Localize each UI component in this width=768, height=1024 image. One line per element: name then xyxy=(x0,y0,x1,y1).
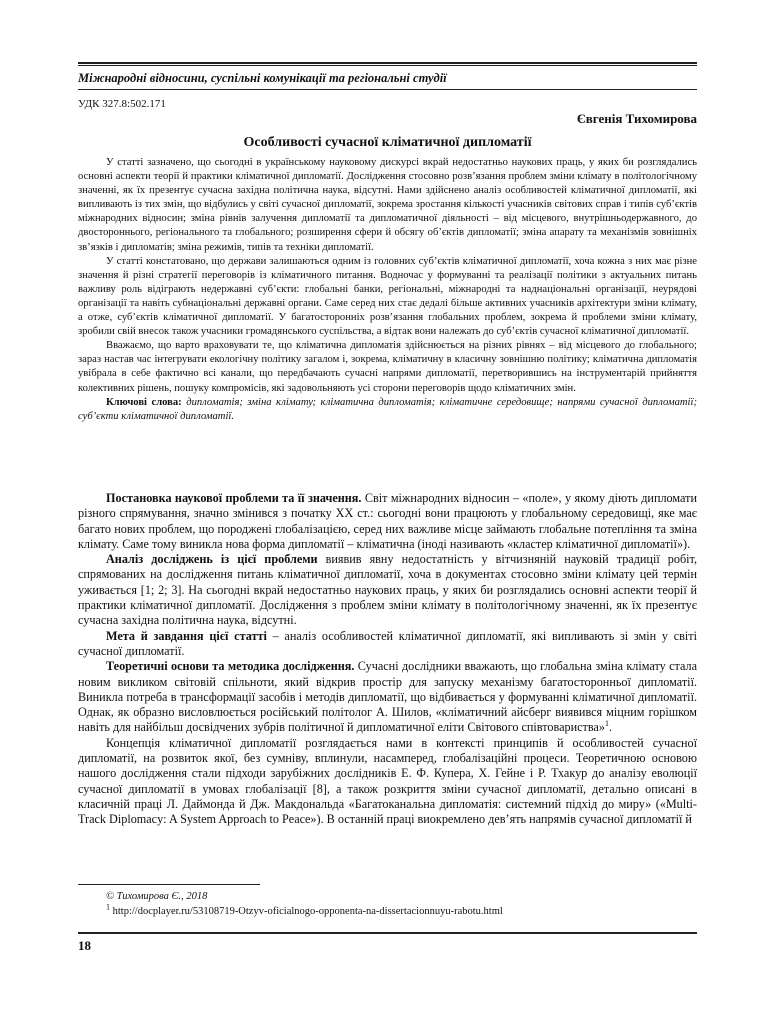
keywords-label: Ключові слова: xyxy=(106,396,182,408)
body-paragraph-2: Аналіз досліджень із цієї проблеми виявив явну недостатність у вітчизняній науковій традиції робіт, спрямованих на дослідження питань кліматичної дипломатії, хоча в документах стосовно зміни клімату цей термін уживається [1; 2; 3]. На сьогодні вкрай недостатньо наукових праць, у яких би розглядались основні аспекти теорії й практики кліматичної дипломатії. Дослідження з проблем зміни клімату в політологічному значенні, як їх презентує сучасна західна політична наука, відсутні. xyxy=(78,552,697,628)
footnote-rule xyxy=(78,884,260,885)
article-title: Особливості сучасної кліматичної дипломатії xyxy=(243,135,532,150)
body-paragraph-5: Концепція кліматичної дипломатії розглядається нами в контексті принципів й особливостей сучасної дипломатії, на розвиток якої, без сумніву, вплинули, насамперед, глобалізаційні процеси. Теоретичною основою нашого дослідження стали підходи зарубіжних дослідників Е. Ф. Купера, Х. Гейне і Р. Тхакур до аналізу еволюції сучасної дипломатії в умовах глобалізації [8], а також розкриття зміни сучасної дипломатії, детально описані в класичній праці Л. Даймонда й Дж. Макдональда «Багатоканальна дипломатія: системний підхід до миру» («Multi-Track Diplomacy: A System Approach to Peace»). В останній праці виокремлено дев’ять напрямів сучасної дипломатії й xyxy=(78,735,697,827)
header-bottom-rule xyxy=(78,89,697,90)
udk-code: УДК 327.8:502.171 xyxy=(78,98,166,110)
body-paragraph-1: Постановка наукової проблеми та її значення. Світ міжнародних відносин – «поле», у якому діють дипломати різного спрямування, значно змінився з початку ХХ ст.: сьогодні вони працюють у глобальному середовищі, яке має багато нових проблем, що породжені глобалізацією, серед них важливе місце займають глобальне потепління та зміна клімату. Саме тому виникла нова форма дипломатії – кліматична (іноді називають «кластер кліматичної дипломатії»). xyxy=(78,491,697,551)
body-paragraph-4: Теоретичні основи та методика дослідження. Сучасні дослідники вважають, що глобальна зміна клімату стала новим викликом світовій спільноти, який відкрив простір для запуску механізму багатосторонньої дипломатії. Виникла потреба в трансформації засобів і методів дипломатії, що відбивається у формуванні кліматичної дипломатії. Однак, як образно висловлюється російський політолог А. Шилов, «кліматичний айсберг виявився міцним горішком навіть для найбільш досвідчених зубрів політичної й дипломатичної еліти Світового співтовариства»$^1$. xyxy=(78,659,697,735)
footnotes xyxy=(78,889,697,919)
header-top-rule xyxy=(78,62,697,64)
section-heading-goal: Мета й завдання цієї статті xyxy=(106,628,267,643)
abstract-paragraph-1: У статті зазначено, що сьогодні в українському науковому дискурсі вкрай недостатньо наукових праць, у яких би розглядались основні аспекти теорії й практики кліматичної дипломатії. Дослідження стосовно розв’язання проблем зміни клімату в політологічному значенні, як їх презентує сучасна західна політична наука, відсутні. Нами здійснено аналіз особливостей кліматичної дипломатії, які випливають із тих змін, що відбулись у світі сучасної дипломатії, зокрема зростання кількості учасників світових справ і типів суб’єктів міжнародних відносин; зміна рівнів залучення дипломатії та дипломатичної діяльності – від місцевого, внутрішньодержавного, до двостороннього, регіонального та глобального; розширення сфери й обсягу об’єктів дипломатії; зміна апарату та механізмів зовнішніх зв’язків і дипломатів; зміна режимів, типів та техніки дипломатії. xyxy=(78,157,697,253)
footnote-1 xyxy=(78,904,697,919)
body-paragraph-3: Мета й завдання цієї статті – аналіз особливостей кліматичної дипломатії, які випливають зі змін у світі сучасної дипломатії. xyxy=(78,628,698,658)
abstract-paragraph-3: Вважаємо, що варто враховувати те, що кліматична дипломатія здійснюється на різних рівнях – від місцевого до глобального; зараз настав час інтегрувати екологічну політику загалом і, зокрема, кліматичну в класичну зовнішню політику; кліматична дипломатія увібрала в себе фактично всі канали, що передбачають сучасні напрями дипломатії, перетворившись на інструментарій прийняття колективних рішень, пошуку компромісів, які задовольняють усі сторони переговорів щодо кліматичних змін. xyxy=(78,340,697,394)
article-body xyxy=(78,491,697,828)
header-top-rule-thin xyxy=(78,65,697,66)
footer-rule xyxy=(78,932,697,934)
page-number: 18 xyxy=(78,938,91,953)
keywords xyxy=(78,396,697,424)
journal-header: Міжнародні відносини, суспільні комунікації та регіональні студії xyxy=(78,71,447,85)
footnote-1-url[interactable]: http://docplayer.ru/53108719-Otzyv-oficialnogo-opponenta-na-dissertacionnuyu-rabotu.html xyxy=(110,906,503,917)
section-heading-problem: Постановка наукової проблеми та її значення. xyxy=(106,491,362,505)
section-heading-methods: Теоретичні основи та методика дослідження. xyxy=(106,659,355,674)
keywords-list: дипломатія; зміна клімату; кліматична дипломатія; кліматичне середовище; напрями сучасної дипломатії; суб’єкти кліматичної дипломатії. xyxy=(78,396,697,422)
author-name: Євгенія Тихомирова xyxy=(576,111,697,126)
abstract xyxy=(78,156,697,424)
footnote-mark-1: 1 xyxy=(106,902,110,912)
copyright-note: © Тихомирова Є., 2018 xyxy=(106,891,208,902)
footnote-ref-1[interactable]: 1 xyxy=(604,719,609,729)
abstract-paragraph-2: У статті констатовано, що держави залишаються одним із головних суб’єктів кліматичної дипломатії, хоча кожна з них має різне значення й різні стратегії переговорів із кліматичного питання. Водночас у формуванні та реалізації політики з актуальних питань важливу роль відіграють недержавні суб’єкти: глобальні банки, регіональні, міжнародні та наднаціональні організації, неурядові організації та навіть субнаціональні державні органи. Саме серед них стає дедалі більше активних учасників архітектури зміни клімату, а отже, суб’єктів кліматичної дипломатії. У багатосторонніх розв’язання глобальних проблем, зокрема й проблеми зміни клімату, зробили свій внесок також учасники громадянського суспільства, а відтак вони належать до суб’єктів сучасної кліматичної дипломатії. xyxy=(78,255,697,338)
section-heading-analysis: Аналіз досліджень із цієї проблеми xyxy=(106,552,318,567)
